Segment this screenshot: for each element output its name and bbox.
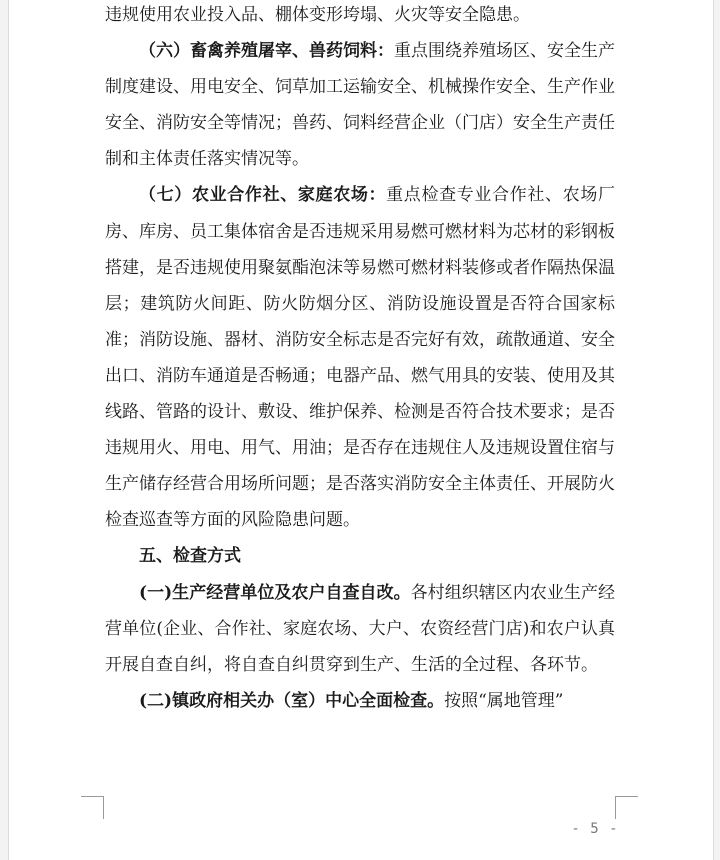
paragraph-livestock bbox=[105, 33, 615, 177]
paragraph-text: 重点围绕养殖场区、安全生产制度建设、用电安全、饲草加工运输安全、机械操作安全、生产作业安全、消防安全等情况；兽药、饲料经营企业（门店）安全生产责任制和主体责任落实情况等。 bbox=[105, 41, 615, 170]
paragraph-self-inspection bbox=[105, 575, 615, 683]
paragraph-lead: (二)镇政府相关办（室）中心全面检查。 bbox=[139, 690, 445, 711]
paragraph-text: 按照“属地管理” bbox=[444, 690, 564, 711]
page-number: - 5 - bbox=[571, 821, 619, 837]
paragraph-text: 各村组织辖区内农业生产经营单位(企业、合作社、家庭农场、大户、农资经营门店)和农户认真开展自查自纠，将自查自纠贯穿到生产、生活的全过程、各环节。 bbox=[105, 582, 615, 675]
paragraph-lead: （七）农业合作社、家庭农场： bbox=[139, 185, 387, 206]
paragraph-text: 重点检查专业合作社、农场厂房、库房、员工集体宿舍是否违规采用易燃可燃材料为芯材的彩钢板搭建，是否违规使用聚氨酯泡沫等易燃可燃材料装修或者作隔热保温层；建筑防火间距、防火防烟分区、消防设施设置是否符合国家标准；消防设施、器材、消防安全标志是否完好有效，疏散通道、安全出口、消防车通道是否畅通；电器产品、燃气用具的安装、使用及其线路、管路的设计、敷设、维护保养、检测是否符合技术要求；是否违规用火、用电、用气、用油；是否存在违规住人及违规设置住宿与生产储存经营合用场所问题；是否落实消防安全主体责任、开展防火检查巡查等方面的风险隐患问题。 bbox=[105, 185, 616, 531]
document-page bbox=[8, 0, 714, 860]
paragraph-town-inspection bbox=[105, 683, 615, 719]
paragraph-lead: （六）畜禽养殖屠宰、兽药饲料： bbox=[139, 41, 394, 62]
section-heading bbox=[105, 538, 615, 574]
document-body bbox=[105, 0, 615, 719]
paragraph-cooperatives bbox=[105, 177, 615, 538]
paragraph-continuation bbox=[105, 0, 615, 33]
paragraph-lead: (一)生产经营单位及农户自查自改。 bbox=[139, 582, 411, 603]
paragraph-text: 违规使用农业投入品、棚体变形垮塌、火灾等安全隐患。 bbox=[105, 5, 530, 25]
section-heading-text: 五、检查方式 bbox=[139, 546, 241, 567]
crop-mark-left bbox=[81, 796, 104, 819]
crop-mark-right bbox=[615, 796, 638, 819]
